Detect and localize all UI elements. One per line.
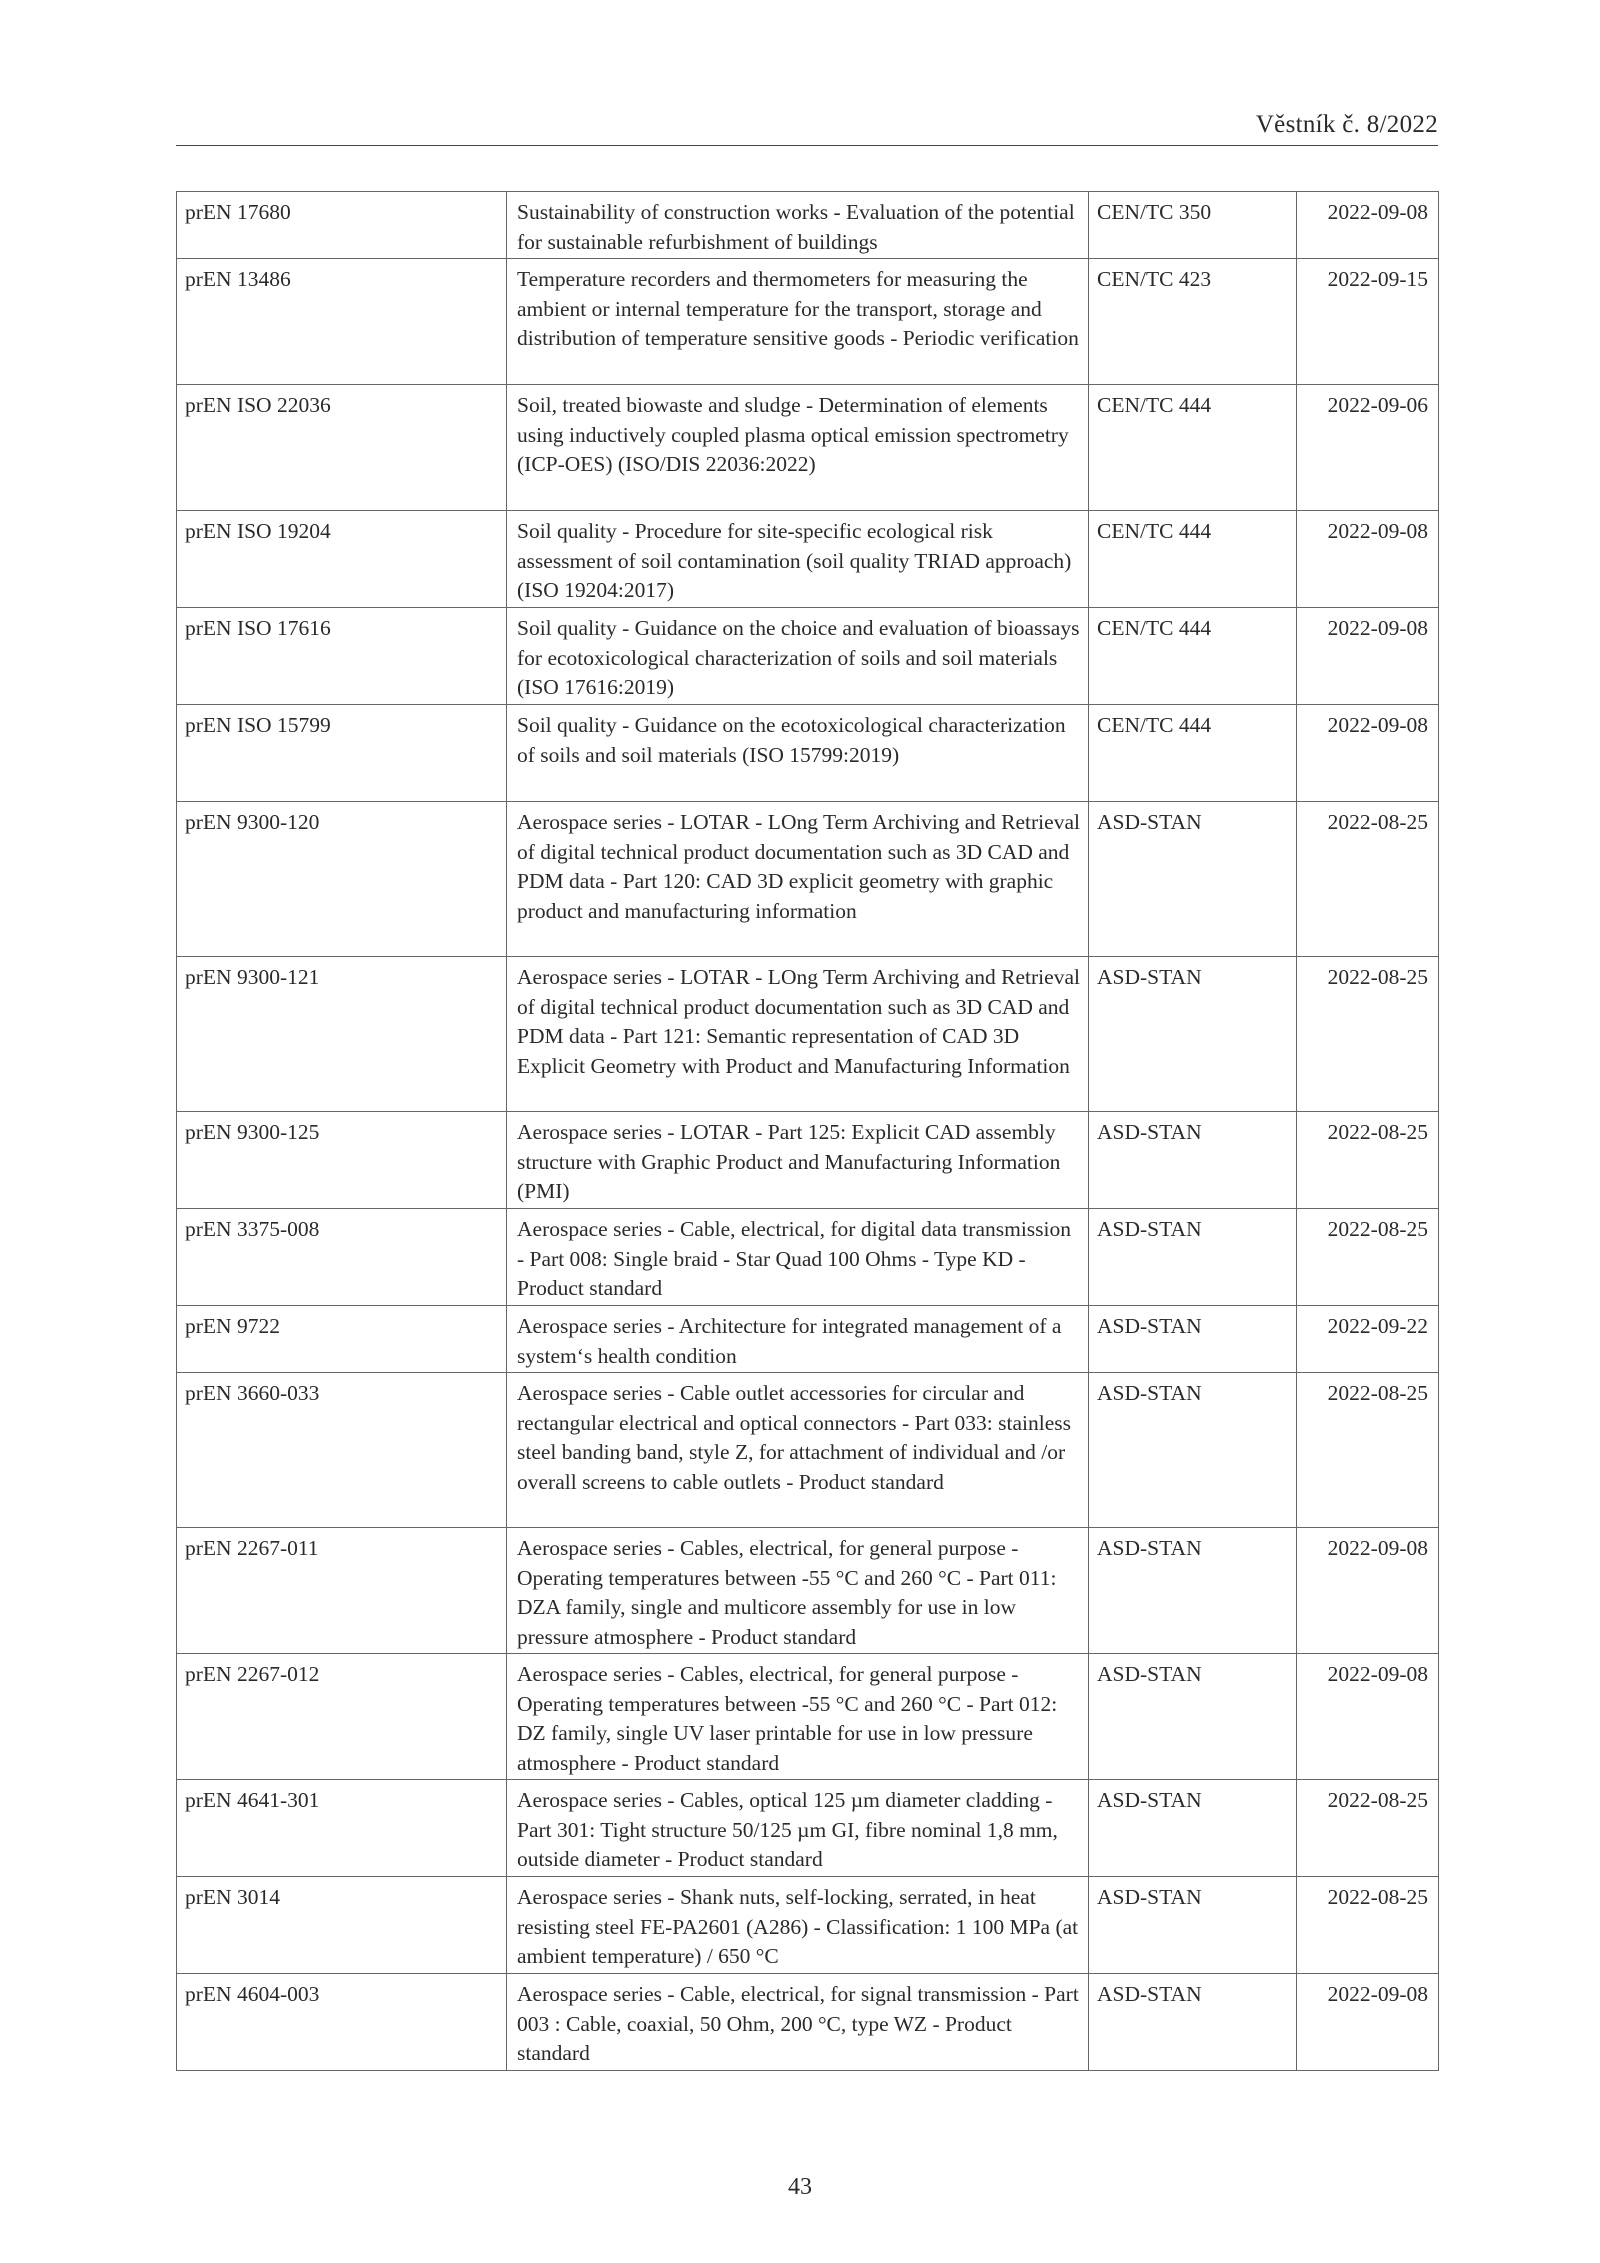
standard-code-cell: prEN 17680 xyxy=(177,192,507,259)
committee-cell: CEN/TC 444 xyxy=(1089,608,1297,705)
table-row xyxy=(177,1306,1439,1373)
table-row xyxy=(177,705,1439,802)
table-row xyxy=(177,1780,1439,1877)
standard-code-cell: prEN 9300-120 xyxy=(177,802,507,957)
deadline-date-cell: 2022-08-25 xyxy=(1297,1209,1439,1306)
standard-code-cell: prEN 3660-033 xyxy=(177,1373,507,1528)
standards-table xyxy=(176,191,1439,2071)
table-row xyxy=(177,1654,1439,1780)
deadline-date-cell: 2022-09-08 xyxy=(1297,1974,1439,2071)
deadline-date-cell: 2022-09-08 xyxy=(1297,1654,1439,1780)
table-row xyxy=(177,1877,1439,1974)
deadline-date-cell: 2022-09-06 xyxy=(1297,385,1439,511)
deadline-date-cell: 2022-09-08 xyxy=(1297,705,1439,802)
standard-title-cell: Sustainability of construction works - Evaluation of the potential for sustainable refurbishment of buildings xyxy=(507,192,1089,259)
deadline-date-cell: 2022-08-25 xyxy=(1297,1780,1439,1877)
page-header-title: Věstník č. 8/2022 xyxy=(1255,111,1438,138)
standard-code-cell: prEN ISO 15799 xyxy=(177,705,507,802)
standard-title-cell: Temperature recorders and thermometers for measuring the ambient or internal temperature for the transport, storage and distribution of temperature sensitive goods - Periodic verification xyxy=(507,259,1089,385)
standard-code-cell: prEN 3014 xyxy=(177,1877,507,1974)
table-row xyxy=(177,192,1439,259)
table-row xyxy=(177,957,1439,1112)
standard-title-cell: Aerospace series - LOTAR - LOng Term Archiving and Retrieval of digital technical product documentation such as 3D CAD and PDM data - Part 121: Semantic representation of CAD 3D Explicit Geometry with Product and Manufacturing Information xyxy=(507,957,1089,1112)
deadline-date-cell: 2022-09-08 xyxy=(1297,1528,1439,1654)
standard-code-cell: prEN 2267-012 xyxy=(177,1654,507,1780)
committee-cell: CEN/TC 350 xyxy=(1089,192,1297,259)
deadline-date-cell: 2022-08-25 xyxy=(1297,1373,1439,1528)
table-row xyxy=(177,608,1439,705)
table-row xyxy=(177,1528,1439,1654)
standards-table-body xyxy=(177,192,1439,2071)
committee-cell: CEN/TC 444 xyxy=(1089,385,1297,511)
committee-cell: ASD-STAN xyxy=(1089,1373,1297,1528)
standard-title-cell: Soil, treated biowaste and sludge - Determination of elements using inductively coupled plasma optical emission spectrometry (ICP-OES) (ISO/DIS 22036:2022) xyxy=(507,385,1089,511)
table-row xyxy=(177,385,1439,511)
standard-title-cell: Aerospace series - Cables, electrical, for general purpose - Operating temperatures between -55 °C and 260 °C - Part 011: DZA family, single and multicore assembly for use in low pressure atmosphere - Product standard xyxy=(507,1528,1089,1654)
deadline-date-cell: 2022-09-22 xyxy=(1297,1306,1439,1373)
standard-code-cell: prEN 4604-003 xyxy=(177,1974,507,2071)
table-row xyxy=(177,511,1439,608)
committee-cell: ASD-STAN xyxy=(1089,1306,1297,1373)
standard-title-cell: Aerospace series - Cables, optical 125 µm diameter cladding - Part 301: Tight structure 50/125 µm GI, fibre nominal 1,8 mm, outside diameter - Product standard xyxy=(507,1780,1089,1877)
standard-title-cell: Aerospace series - Cable, electrical, for digital data transmission - Part 008: Single braid - Star Quad 100 Ohms - Type KD - Product standard xyxy=(507,1209,1089,1306)
standard-code-cell: prEN 13486 xyxy=(177,259,507,385)
committee-cell: ASD-STAN xyxy=(1089,1112,1297,1209)
deadline-date-cell: 2022-09-08 xyxy=(1297,192,1439,259)
standard-code-cell: prEN ISO 19204 xyxy=(177,511,507,608)
deadline-date-cell: 2022-09-08 xyxy=(1297,608,1439,705)
table-row xyxy=(177,1112,1439,1209)
table-row xyxy=(177,259,1439,385)
deadline-date-cell: 2022-09-15 xyxy=(1297,259,1439,385)
committee-cell: ASD-STAN xyxy=(1089,957,1297,1112)
committee-cell: ASD-STAN xyxy=(1089,1654,1297,1780)
committee-cell: ASD-STAN xyxy=(1089,802,1297,957)
standard-code-cell: prEN 2267-011 xyxy=(177,1528,507,1654)
standard-code-cell: prEN ISO 17616 xyxy=(177,608,507,705)
committee-cell: CEN/TC 444 xyxy=(1089,705,1297,802)
table-row xyxy=(177,1209,1439,1306)
header-divider xyxy=(176,145,1438,146)
standard-code-cell: prEN 3375-008 xyxy=(177,1209,507,1306)
table-row xyxy=(177,802,1439,957)
standard-title-cell: Aerospace series - LOTAR - LOng Term Archiving and Retrieval of digital technical product documentation such as 3D CAD and PDM data - Part 120: CAD 3D explicit geometry with graphic product and manufacturing information xyxy=(507,802,1089,957)
standard-title-cell: Aerospace series - Cable, electrical, for signal transmission - Part 003 : Cable, coaxial, 50 Ohm, 200 °C, type WZ - Product standard xyxy=(507,1974,1089,2071)
committee-cell: ASD-STAN xyxy=(1089,1877,1297,1974)
page-number: 43 xyxy=(788,2174,812,2200)
committee-cell: ASD-STAN xyxy=(1089,1974,1297,2071)
standard-title-cell: Aerospace series - Cables, electrical, for general purpose - Operating temperatures between -55 °C and 260 °C - Part 012: DZ family, single UV laser printable for use in low pressure atmosphere - Product standard xyxy=(507,1654,1089,1780)
deadline-date-cell: 2022-08-25 xyxy=(1297,802,1439,957)
table-row xyxy=(177,1974,1439,2071)
committee-cell: ASD-STAN xyxy=(1089,1209,1297,1306)
standard-title-cell: Aerospace series - Cable outlet accessories for circular and rectangular electrical and optical connectors - Part 033: stainless steel banding band, style Z, for attachment of individual and /or overall screens to cable outlets - Product standard xyxy=(507,1373,1089,1528)
committee-cell: CEN/TC 444 xyxy=(1089,511,1297,608)
deadline-date-cell: 2022-09-08 xyxy=(1297,511,1439,608)
deadline-date-cell: 2022-08-25 xyxy=(1297,1112,1439,1209)
standard-title-cell: Soil quality - Guidance on the ecotoxicological characterization of soils and soil materials (ISO 15799:2019) xyxy=(507,705,1089,802)
committee-cell: ASD-STAN xyxy=(1089,1528,1297,1654)
committee-cell: CEN/TC 423 xyxy=(1089,259,1297,385)
table-row xyxy=(177,1373,1439,1528)
committee-cell: ASD-STAN xyxy=(1089,1780,1297,1877)
standard-title-cell: Aerospace series - Architecture for integrated management of a system‘s health condition xyxy=(507,1306,1089,1373)
standard-title-cell: Soil quality - Guidance on the choice and evaluation of bioassays for ecotoxicological characterization of soils and soil materials (ISO 17616:2019) xyxy=(507,608,1089,705)
deadline-date-cell: 2022-08-25 xyxy=(1297,957,1439,1112)
standard-code-cell: prEN 9300-125 xyxy=(177,1112,507,1209)
standard-title-cell: Aerospace series - LOTAR - Part 125: Explicit CAD assembly structure with Graphic Product and Manufacturing Information (PMI) xyxy=(507,1112,1089,1209)
standard-code-cell: prEN 4641-301 xyxy=(177,1780,507,1877)
standard-code-cell: prEN 9300-121 xyxy=(177,957,507,1112)
standard-title-cell: Aerospace series - Shank nuts, self-locking, serrated, in heat resisting steel FE-PA2601 (A286) - Classification: 1 100 MPa (at ambient temperature) / 650 °C xyxy=(507,1877,1089,1974)
standard-title-cell: Soil quality - Procedure for site-specific ecological risk assessment of soil contamination (soil quality TRIAD approach) (ISO 19204:2017) xyxy=(507,511,1089,608)
standard-code-cell: prEN ISO 22036 xyxy=(177,385,507,511)
deadline-date-cell: 2022-08-25 xyxy=(1297,1877,1439,1974)
standard-code-cell: prEN 9722 xyxy=(177,1306,507,1373)
